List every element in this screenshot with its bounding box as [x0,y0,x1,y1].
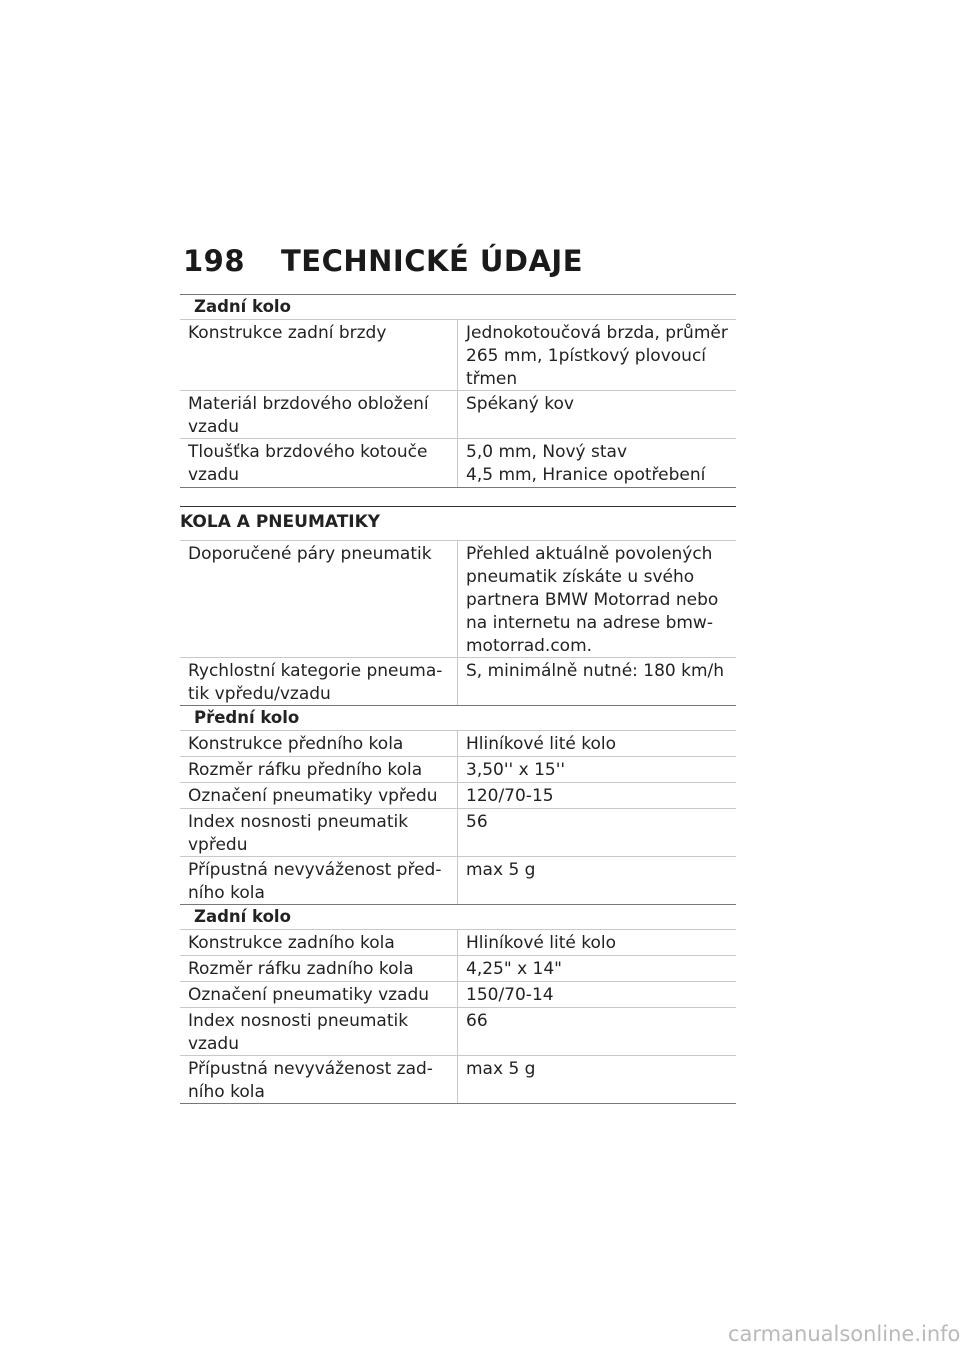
row-label: Označení pneumatiky vzadu [180,982,458,1007]
row-value: Hliníkové lité kolo [466,933,617,953]
row-value: Hliníkové lité kolo [466,734,617,754]
chapter-title: TECHNICKÉ ÚDAJE [281,244,584,278]
row-label: Doporučené páry pneumatik [180,541,458,657]
row-value: Spékaný kov [466,394,574,414]
section-heading: Zadní kolo [180,294,736,319]
row-label: Konstrukce zadního kola [180,930,458,955]
table-row [180,390,736,438]
table-row [180,540,736,657]
table-row [180,929,736,955]
table-row [180,319,736,390]
row-value: S, minimálně nutné: 180 km/h [466,661,725,681]
row-label: Přípustná nevyváženost zad-ního kola [180,1056,458,1103]
row-value: 66 [466,1011,488,1031]
row-label: Konstrukce zadní brzdy [180,320,458,390]
table-row [180,782,736,808]
row-value: max 5 g [466,860,536,880]
row-label: Tloušťka brzdového kotouče vzadu [180,439,458,487]
row-label: Materiál brzdového obložení vzadu [180,391,458,438]
row-label: Přípustná nevyváženost před-ního kola [180,857,458,904]
row-value: 120/70-15 [466,786,554,806]
row-label: Rychlostní kategorie pneuma-tik vpředu/vzadu [180,658,458,705]
table-bottom-rule [180,487,736,488]
rear-brake-table [180,294,736,488]
row-value: Přehled aktuálně povolených pneumatik získáte u svého partnera BMW Motorrad nebo na internetu na adrese bmw-motorrad.com. [466,544,719,656]
row-value: 5,0 mm, Nový stav 4,5 mm, Hranice opotřebení [466,442,706,485]
table-row [180,1055,736,1103]
table-row [180,955,736,981]
table-row [180,981,736,1007]
row-label: Index nosnosti pneumatik vpředu [180,809,458,856]
page-number: 198 [183,244,246,278]
row-value: 4,25" x 14" [466,959,562,979]
table-row [180,756,736,782]
row-value: 3,50'' x 15'' [466,760,566,780]
row-value: 150/70-14 [466,985,554,1005]
tyres-table [180,540,736,1104]
table-row [180,730,736,756]
table-row [180,1007,736,1055]
row-label: Index nosnosti pneumatik vzadu [180,1008,458,1055]
section-title: KOLA A PNEUMATIKY [180,506,736,534]
row-label: Rozměr ráfku zadního kola [180,956,458,981]
row-value: 56 [466,812,488,832]
table-row [180,856,736,904]
section-heading: Přední kolo [180,705,736,730]
row-label: Označení pneumatiky vpředu [180,783,458,808]
row-label: Konstrukce předního kola [180,731,458,756]
row-label: Rozměr ráfku předního kola [180,757,458,782]
page-title [183,244,583,278]
table-row [180,657,736,705]
table-row [180,808,736,856]
row-value: max 5 g [466,1059,536,1079]
row-value: Jednokotoučová brzda, průměr 265 mm, 1pístkový plovoucí třmen [466,323,728,389]
section-heading: Zadní kolo [180,904,736,929]
watermark: carmanualsonline.info [728,1322,960,1346]
table-row [180,438,736,487]
